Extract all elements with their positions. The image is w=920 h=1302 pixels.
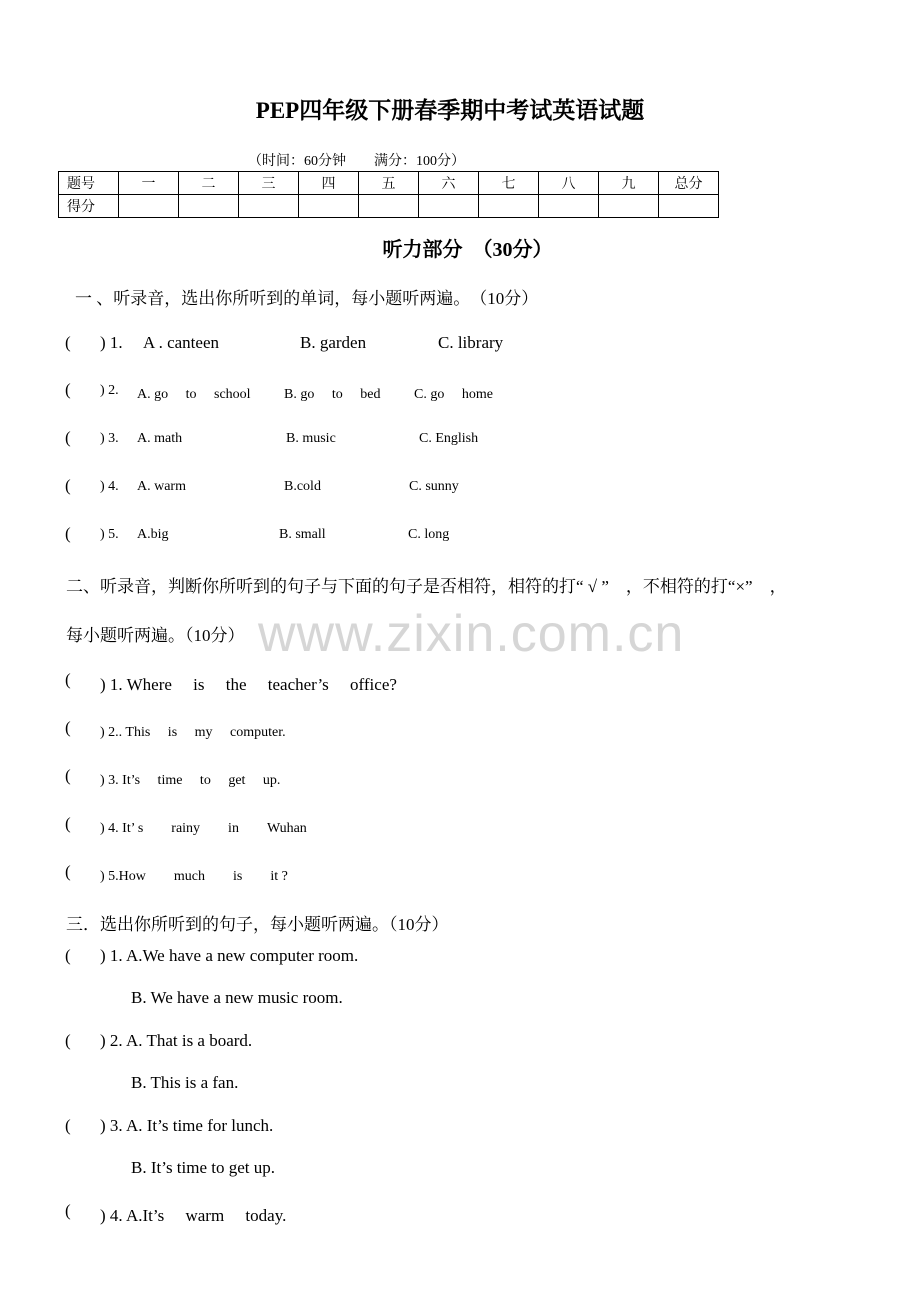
sentence-option-a: ) 2. A. That is a board. [100,1031,253,1050]
answer-blank-open: ( [65,1116,71,1135]
score-table-header-cell: 八 [539,172,599,195]
answer-blank-open: ( [65,333,71,352]
statement-text: ) 1. Where is the teacher’s office? [100,675,397,694]
answer-blank-open: ( [65,380,71,399]
statement-text: ) 2.. This is my computer. [100,725,286,740]
part3-instruction: 三．选出你所听到的句子，每小题听两遍。（10分） [66,915,449,934]
watermark: www.zixin.com.cn [258,605,685,663]
option-b: B. music [286,431,336,446]
score-cell[interactable] [599,195,659,218]
score-cell[interactable] [479,195,539,218]
score-cell[interactable] [419,195,479,218]
option-b: B. go to bed [284,387,381,402]
sentence-option-b: B. This is a fan. [131,1073,239,1092]
question-number: ) 1. [100,333,123,352]
score-table-header-cell: 六 [419,172,479,195]
answer-blank-open: ( [65,718,71,737]
score-cell[interactable] [179,195,239,218]
statement-text: ) 4. It’ s rainy in Wuhan [100,821,307,836]
option-b: B. small [279,527,326,542]
option-c: C. English [419,431,479,446]
answer-blank-open: ( [65,428,71,447]
question-number: ) 4. [100,479,119,494]
statement-text: ) 3. It’s time to get up. [100,773,281,788]
option-a: A.big [137,527,169,542]
sentence-option-b: B. We have a new music room. [131,988,343,1007]
score-cell[interactable] [539,195,599,218]
option-a: A . canteen [143,333,219,352]
page-title: PEP四年级下册春季期中考试英语试题 [255,98,645,123]
answer-blank-open: ( [65,1201,71,1220]
answer-blank-open: ( [65,524,71,543]
score-cell[interactable] [659,195,719,218]
score-table-header-cell: 二 [179,172,239,195]
question-number: ) 3. [100,431,119,446]
score-table-score-row [59,195,719,218]
score-table [58,171,719,218]
exam-info: （时间：60分钟 满分：100分） [248,154,465,169]
answer-blank-open: ( [65,862,71,881]
part1-instruction: 一 、听录音，选出你所听到的单词，每小题听两遍。 （10分） [75,289,539,308]
score-table-header-cell: 四 [299,172,359,195]
score-table-header-cell: 题号 [59,172,119,195]
sentence-option-a: ) 1. A.We have a new computer room. [100,946,359,965]
option-a: A. warm [137,479,186,494]
listening-section-heading: 听力部分 （30分） [382,239,553,261]
score-table-header-cell: 总分 [659,172,719,195]
option-b: B. garden [300,333,367,352]
score-table-header-cell: 五 [359,172,419,195]
option-c: C. long [408,527,450,542]
answer-blank-open: ( [65,476,71,495]
score-cell[interactable] [299,195,359,218]
part2-instruction-cont: 每小题听两遍。（10分） [66,626,245,645]
question-number: ) 5. [100,527,119,542]
question-number: ) 2. [100,383,119,398]
option-c: C. sunny [409,479,459,494]
option-b: B.cold [284,479,321,494]
score-cell[interactable] [119,195,179,218]
option-c: C. go home [414,387,493,402]
score-table-header-cell: 九 [599,172,659,195]
answer-blank-open: ( [65,946,71,965]
answer-blank-open: ( [65,814,71,833]
score-table-header-cell: 三 [239,172,299,195]
score-cell[interactable] [239,195,299,218]
sentence-option-a: ) 4. A.It’s warm today. [100,1206,287,1225]
score-table-header-row [59,172,719,195]
answer-blank-open: ( [65,766,71,785]
score-cell[interactable] [359,195,419,218]
option-a: A. go to school [137,387,251,402]
option-c: C. library [438,333,504,352]
option-a: A. math [137,431,183,446]
sentence-option-a: ) 3. A. It’s time for lunch. [100,1116,274,1135]
answer-blank-open: ( [65,670,71,689]
statement-text: ) 5.How much is it ? [100,869,288,884]
part2-instruction: 二、听录音，判断你所听到的句子与下面的句子是否相符，相符的打“ √ ” ，不相符的打“×” ， [66,577,787,596]
score-row-label: 得分 [59,195,119,218]
sentence-option-b: B. It’s time to get up. [131,1158,276,1177]
score-table-header-cell: 一 [119,172,179,195]
score-table-header-cell: 七 [479,172,539,195]
answer-blank-open: ( [65,1031,71,1050]
